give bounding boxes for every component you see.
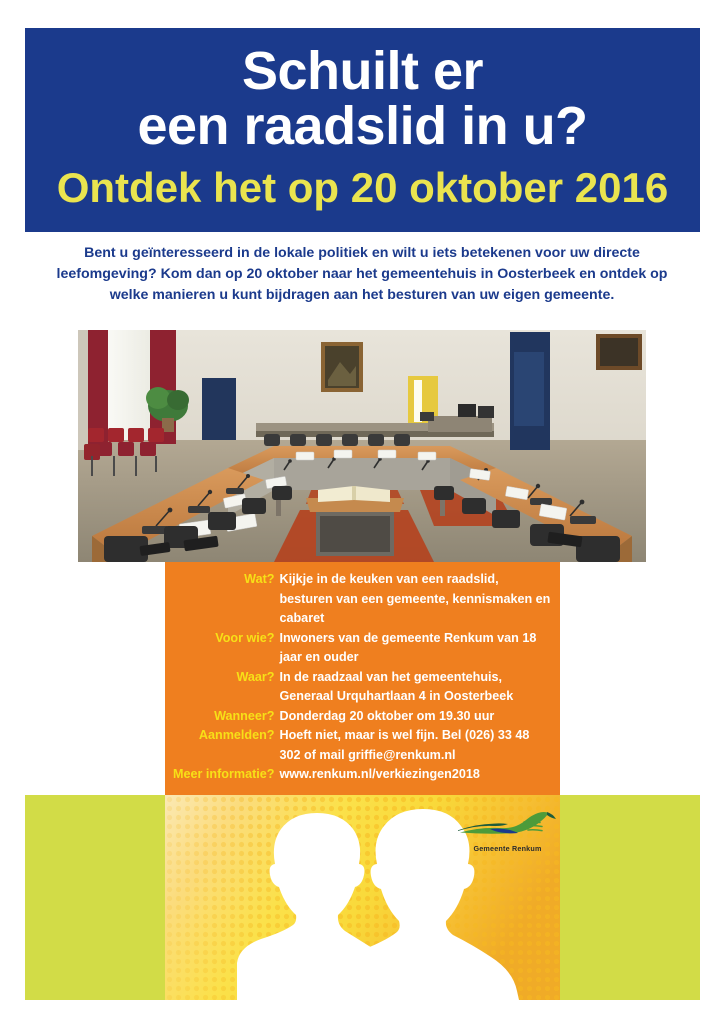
table-row [173, 726, 552, 765]
detail-label-waar: Waar? [236, 669, 275, 684]
logo-label: Gemeente Renkum [473, 844, 542, 853]
detail-value-meer-informatie: www.renkum.nl/verkiezingen2018 [279, 767, 480, 782]
page-title [39, 40, 686, 157]
page-subtitle: Ontdek het op 20 oktober 2016 [56, 164, 669, 212]
detail-label-meer-informatie: Meer informatie? [173, 767, 275, 782]
footer-band-right [560, 795, 700, 1000]
detail-value-aanmelden: Hoeft niet, maar is wel fijn. Bel (026) 33 48 302 of mail griffie@renkum.nl [279, 728, 530, 762]
event-details-table [173, 570, 552, 785]
council-chamber-photo [78, 330, 646, 562]
detail-value-voor-wie: Inwoners van de gemeente Renkum van 18 jaar en ouder [279, 630, 537, 665]
detail-label-aanmelden: Aanmelden? [198, 728, 275, 743]
table-row [173, 707, 552, 727]
poster-header-banner [25, 28, 700, 232]
detail-value-waar: In de raadzaal van het gemeentehuis, Generaal Urquhartlaan 4 in Oosterbeek [279, 669, 514, 704]
detail-value-wanneer: Donderdag 20 oktober om 19.30 uur [279, 708, 495, 723]
detail-label-voor-wie: Voor wie? [215, 630, 275, 645]
detail-value-wat: Kijkje in de keuken van een raadslid, besturen van een gemeente, kennismaken en cabaret [279, 572, 551, 626]
footer-band-left [25, 795, 165, 1000]
detail-label-wat: Wat? [244, 572, 275, 586]
detail-label-wanneer: Wanneer? [214, 708, 275, 723]
event-details-block [165, 562, 560, 795]
poster-footer-band [25, 795, 700, 1000]
council-chamber-illustration [78, 330, 646, 562]
silhouettes-illustration [165, 795, 560, 1000]
intro-paragraph: Bent u geïnteresseerd in de lokale politiek en wilt u iets betekenen voor uw directe leefomgeving? Kom dan op 20 oktober naar het gemeentehuis in Oosterbeek en ontdek op welke manieren u kunt bijdragen aan het besturen van uw eigen gemeente. [56, 245, 668, 304]
title-line-2: een raadslid in u? [137, 96, 588, 157]
title-line-1: Schuilt er [241, 41, 484, 101]
footer-center-panel [165, 795, 560, 1000]
table-row [173, 668, 552, 707]
table-row [173, 629, 552, 668]
table-row [173, 570, 552, 629]
table-row [173, 765, 552, 785]
